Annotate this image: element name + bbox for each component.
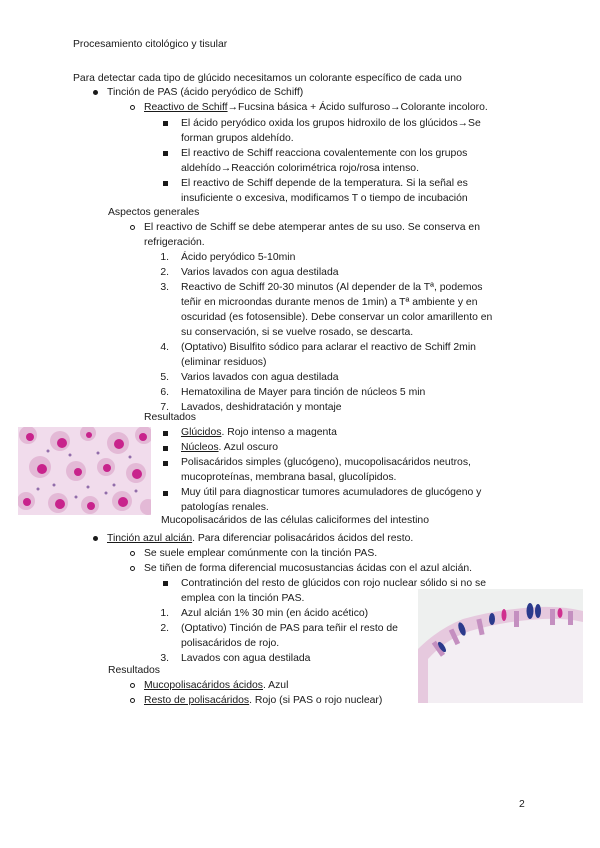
schiff-rest: →Fucsina básica + Ácido sulfuroso→Colorante incoloro. xyxy=(227,102,488,113)
alcian-step-1: Azul alcián 1% 30 min (en ácido acético) xyxy=(181,608,369,619)
bullet-square xyxy=(163,151,168,156)
pas-step-1: Ácido peryódico 5-10min xyxy=(181,252,296,263)
res-glucidos xyxy=(181,425,337,440)
bullet-square xyxy=(163,581,168,586)
bullet-circle xyxy=(130,566,135,571)
pas-step-3d: su conservación, si se vuelve rosado, se descarta. xyxy=(181,327,414,338)
mucopolisacaridos-link[interactable]: Mucopolisacáridos ácidos xyxy=(144,680,263,691)
step-number: 7. xyxy=(160,402,169,413)
pas-micrograph xyxy=(18,427,151,515)
alcian-resultados-title: Resultados xyxy=(108,665,160,676)
step-number: 6. xyxy=(160,387,169,398)
step-number: 2. xyxy=(160,267,169,278)
pas-title: Tinción de PAS (ácido peryódico de Schiff) xyxy=(107,87,304,98)
step-number: 2. xyxy=(160,623,169,634)
bullet-dot xyxy=(93,536,98,541)
bullet-dot xyxy=(93,90,98,95)
bullet-circle xyxy=(130,683,135,688)
alcian-step-2b: polisacáridos de rojo. xyxy=(181,638,280,649)
pas-step-4a: (Optativo) Bisulfito sódico para aclarar el reactivo de Schiff 2min xyxy=(181,342,476,353)
pas-bullet-2a: El reactivo de Schiff reacciona covalentemente con los grupos xyxy=(181,148,468,159)
step-number: 1. xyxy=(160,252,169,263)
pas-step-3a: Reactivo de Schiff 20-30 minutos (Al depender de la Tª, podemos xyxy=(181,282,483,293)
pas-step-7: Lavados, deshidratación y montaje xyxy=(181,402,342,413)
bullet-circle xyxy=(130,225,135,230)
aspectos-title: Aspectos generales xyxy=(108,207,200,218)
bullet-square xyxy=(163,446,168,451)
bullet-square xyxy=(163,461,168,466)
bullet-square xyxy=(163,121,168,126)
res-poli-a: Polisacáridos simples (glucógeno), mucopolisacáridos neutros, xyxy=(181,457,471,468)
bullet-circle xyxy=(130,105,135,110)
pas-step-3b: teñir en microondas durante menos de 1min) a Tª ambiente y en xyxy=(181,297,478,308)
alcian-res-2 xyxy=(144,693,382,708)
page-header: Procesamiento citológico y tisular xyxy=(73,39,228,50)
nucleos-link[interactable]: Núcleos xyxy=(181,442,219,453)
alcian-title xyxy=(107,531,413,546)
resto-polisacaridos-link[interactable]: Resto de polisacáridos xyxy=(144,695,250,706)
alcian-step-3: Lavados con agua destilada xyxy=(181,653,311,664)
alcian-res-2-rest: . Rojo (si PAS o rojo nuclear) xyxy=(249,695,383,706)
pas-bullet-2b: aldehído→Reacción colorimétrica rojo/rosa intenso. xyxy=(181,163,419,174)
res-poli-b: mucoproteínas, membrana basal, glucolípidos. xyxy=(181,472,397,483)
step-number: 1. xyxy=(160,608,169,619)
bullet-square xyxy=(163,181,168,186)
aspectos-line-2: refrigeración. xyxy=(144,237,205,248)
pas-step-5: Varios lavados con agua destilada xyxy=(181,372,339,383)
bullet-circle xyxy=(130,551,135,556)
alcian-sub-1: Se suele emplear comúnmente con la tinción PAS. xyxy=(144,548,378,559)
bullet-square xyxy=(163,491,168,496)
pas-step-6: Hematoxilina de Mayer para tinción de núcleos 5 min xyxy=(181,387,426,398)
alcian-contra-a: Contratinción del resto de glúcidos con rojo nuclear sólido si no se xyxy=(181,578,486,589)
pas-resultados-title: Resultados xyxy=(144,412,196,423)
res-util-b: patologías renales. xyxy=(181,502,269,513)
alcian-res-1 xyxy=(144,678,288,693)
pas-bullet-1a: El ácido peryódico oxida los grupos hidroxilo de los glúcidos→Se xyxy=(181,118,481,129)
pas-step-4b: (eliminar residuos) xyxy=(181,357,267,368)
alcian-step-2a: (Optativo) Tinción de PAS para teñir el resto de xyxy=(181,623,398,634)
res-util-a: Muy útil para diagnosticar tumores acumuladores de glucógeno y xyxy=(181,487,482,498)
aspectos-line-1: El reactivo de Schiff se debe atemperar antes de su uso. Se conserva en xyxy=(144,222,480,233)
schiff-link[interactable]: Reactivo de Schiff xyxy=(144,102,228,113)
bullet-circle xyxy=(130,698,135,703)
alcian-sub-2: Se tiñen de forma diferencial mucosustancias ácidas con el azul alcián. xyxy=(144,563,473,574)
glucidos-link[interactable]: Glúcidos xyxy=(181,427,222,438)
alcian-micrograph xyxy=(418,589,583,703)
pas-bullet-3b: insuficiente o excesiva, modificamos T o tiempo de incubación xyxy=(181,193,468,204)
step-number: 4. xyxy=(160,342,169,353)
res-nucleos xyxy=(181,440,278,455)
step-number: 5. xyxy=(160,372,169,383)
glucidos-rest: . Rojo intenso a magenta xyxy=(221,427,337,438)
alcian-contra-b: emplea con la tinción PAS. xyxy=(181,593,305,604)
alcian-link[interactable]: Tinción azul alcián xyxy=(107,533,193,544)
alcian-res-1-rest: . Azul xyxy=(262,680,289,691)
pas-caption: Mucopolisacáridos de las células caliciformes del intestino xyxy=(161,515,429,526)
alcian-title-rest: . Para diferenciar polisacáridos ácidos del resto. xyxy=(192,533,414,544)
step-number: 3. xyxy=(160,282,169,293)
page-number: 2 xyxy=(519,799,525,810)
pas-step-3c: oscuridad (es fotosensible). Debe conservar un color amarillento en xyxy=(181,312,493,323)
pas-step-2: Varios lavados con agua destilada xyxy=(181,267,339,278)
pas-bullet-3a: El reactivo de Schiff depende de la temperatura. Si la señal es xyxy=(181,178,468,189)
intro-line: Para detectar cada tipo de glúcido necesitamos un colorante específico de cada uno xyxy=(73,73,462,84)
step-number: 3. xyxy=(160,653,169,664)
schiff-line xyxy=(144,100,488,115)
bullet-square xyxy=(163,431,168,436)
nucleos-rest: . Azul oscuro xyxy=(218,442,279,453)
pas-bullet-1b: forman grupos aldehído. xyxy=(181,133,294,144)
